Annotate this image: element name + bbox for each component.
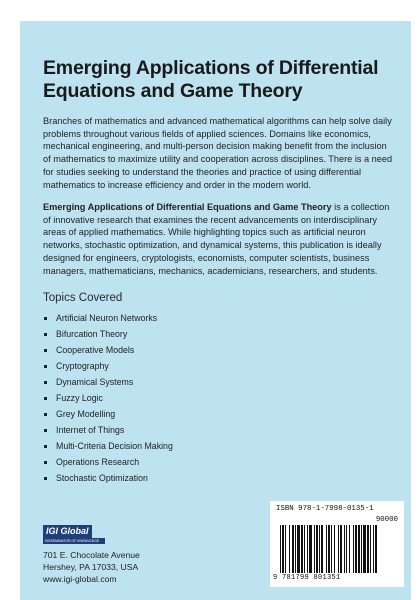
isbn-label: ISBN 978-1-7998-0135-1 [276,505,374,513]
barcode-bars [280,525,394,573]
barcode-stripe [285,525,286,573]
isbn-barcode [270,501,404,587]
topic-item: Multi-Criteria Decision Making [43,439,173,455]
barcode-stripe [349,525,350,573]
address-street: 701 E. Chocolate Avenue [43,550,140,560]
barcode-stripe [355,525,357,573]
barcode-stripe [316,525,318,573]
topic-item: Dynamical Systems [43,375,173,391]
bullet-icon [44,397,47,400]
description-paragraph-1: Branches of mathematics and advanced mathematical algorithms can help solve daily problems throughout various fields of applied sciences. Domains like economics, mechanical engineering, and multi-person decision making benefit from the inclusion of mathematics to maximize utility and cooperation across disciplines. There is a need for studies seeking to understand the theories and practice of using differential mathematics to increase efficiency and order in the modern world. [43,116,393,190]
book-title-line-1: Emerging Applications of Differential [43,57,379,79]
bullet-icon [44,461,47,464]
topic-item: Grey Modelling [43,407,173,423]
bullet-icon [44,445,47,448]
bullet-icon [44,333,47,336]
topic-item: Operations Research [43,455,173,471]
topic-item: Internet of Things [43,423,173,439]
barcode-stripe [358,525,360,573]
barcode-stripe [289,525,290,573]
book-title-inline: Emerging Applications of Differential Equations and Game Theory [43,202,332,212]
ean-digits: 9 781799 801351 [273,574,341,582]
topic-item: Cryptography [43,359,173,375]
back-cover [20,21,411,600]
barcode-stripe [367,525,369,573]
publisher-logo [43,525,105,545]
barcode-stripe [301,525,303,573]
barcode-stripe [353,525,354,573]
bullet-icon [44,477,47,480]
barcode-stripe [328,525,330,573]
publisher-website: www.igi-global.com [43,573,117,584]
barcode-stripe [363,525,366,573]
barcode-stripe [370,525,371,573]
barcode-stripe [373,525,374,573]
barcode-stripe [282,525,284,573]
barcode-stripe [361,525,362,573]
barcode-stripe [292,525,294,573]
topic-item: Cooperative Models [43,343,173,359]
book-title-line-2: Equations and Game Theory [43,80,303,102]
bullet-icon [44,413,47,416]
bullet-icon [44,317,47,320]
barcode-stripe [295,525,296,573]
barcode-stripe [321,525,323,573]
barcode-stripe [331,525,332,573]
publisher-logo-text: IGI Global [43,525,92,538]
description-paragraph-2-text: is a collection of innovative research that examines the recent advancements on interdisciplinary areas of applied mathematics. While highlighting topics such as artificial neuron networks, stochastic optimization, and dynamical systems, this publication is ideally designed for engineers, cryptologists, economists, computer scientists, business managers, mathematicians, mechanics, academicians, researchers, and students. [43,202,390,276]
barcode-stripe [314,525,315,573]
publisher-address [43,550,140,585]
barcode-stripe [344,525,345,573]
book-title [43,57,393,103]
topics-heading: Topics Covered [43,292,123,304]
description-paragraph-2 [43,201,395,277]
barcode-stripe [338,525,339,573]
topic-item: Artificial Neuron Networks [43,311,173,327]
price-code: 90000 [375,516,398,524]
barcode-stripe [326,525,327,573]
barcode-stripe [375,525,377,573]
topic-item: Fuzzy Logic [43,391,173,407]
topic-item: Stochastic Optimization [43,471,173,487]
bullet-icon [44,429,47,432]
bullet-icon [44,349,47,352]
bullet-icon [44,365,47,368]
barcode-stripe [309,525,312,573]
barcode-stripe [280,525,281,573]
barcode-stripe [346,525,347,573]
barcode-stripe [304,525,305,573]
topics-list [43,311,173,486]
barcode-stripe [334,525,335,573]
barcode-stripe [340,525,342,573]
bullet-icon [44,381,47,384]
barcode-stripe [297,525,300,573]
address-city: Hershey, PA 17033, USA [43,561,139,572]
topic-item: Bifurcation Theory [43,327,173,343]
barcode-stripe [319,525,320,573]
publisher-logo-tagline: DISSEMINATOR OF KNOWLEDGE [43,538,105,544]
barcode-stripe [307,525,308,573]
